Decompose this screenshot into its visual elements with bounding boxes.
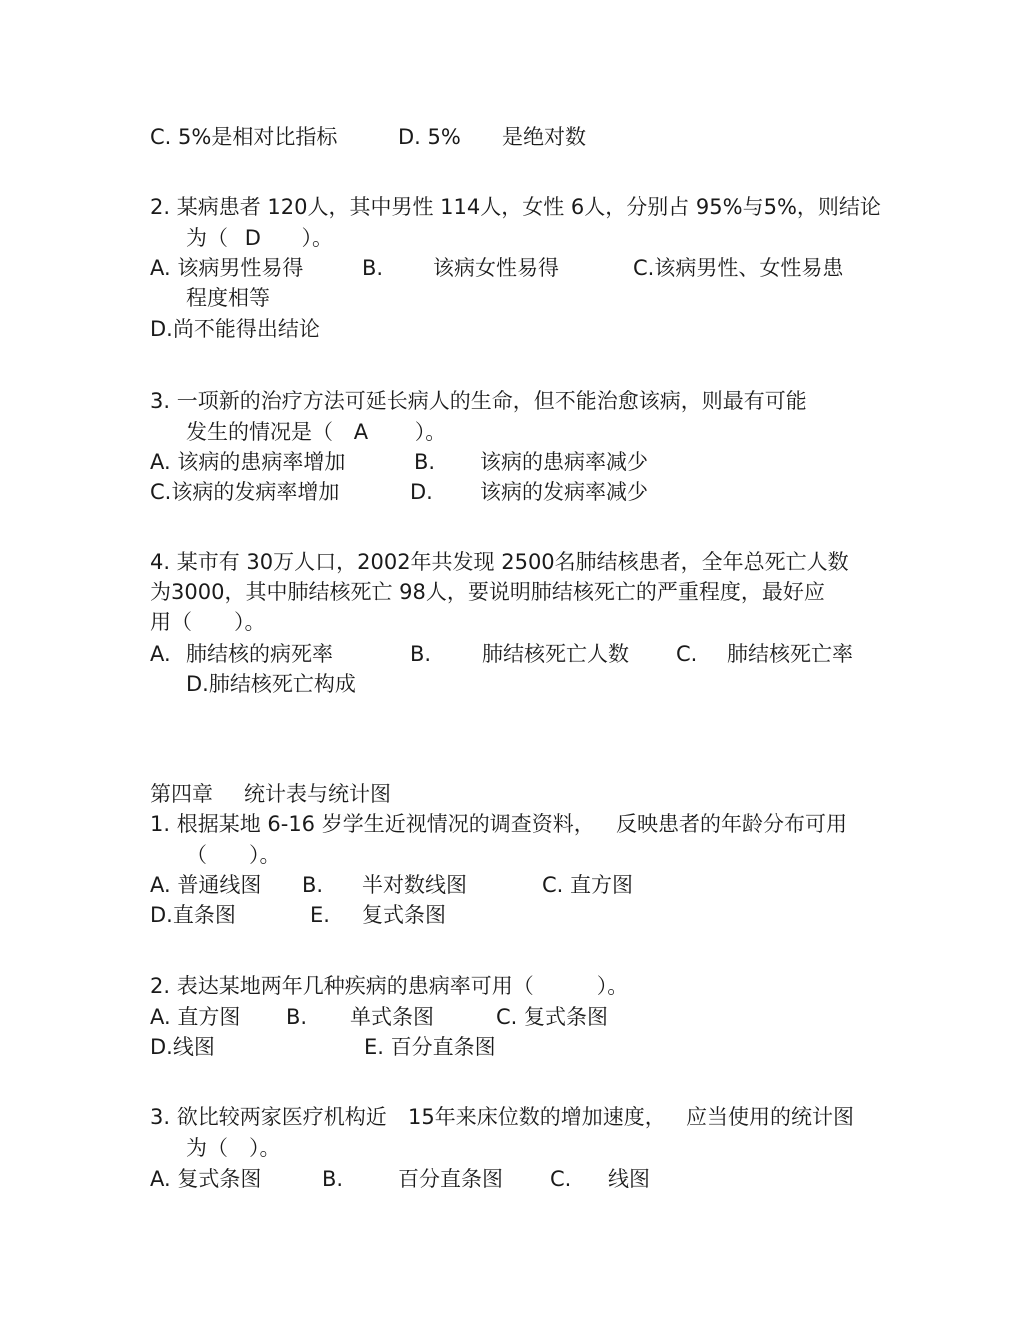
option-b-text: 半对数线图 [362,873,467,897]
option-a: A. 普通线图 [150,873,262,897]
ch4-question-3-stem: 3. 欲比较两家医疗机构近 [150,1105,387,1129]
option-b-label: B. [362,256,384,280]
option-b-text: 肺结核死亡人数 [482,642,629,666]
ch4-question-1-stem: 1. 根据某地 6-16 岁学生近视情况的调查资料， [150,812,595,836]
option-e-label: E. [310,903,330,927]
option-d: D.直条图 [150,903,236,927]
option-c-cont: 程度相等 [186,286,270,310]
stem-prefix: 为（ [186,226,228,250]
option-b-text: 单式条图 [350,1005,434,1029]
option-b-text: 该病女性易得 [433,256,559,280]
option-c: C. 直方图 [542,873,634,897]
option-c: C.该病男性、女性易患 [633,256,844,280]
chapter-number: 第四章 [150,782,213,806]
question-4-stem: 4. 某市有 30万人口，2002年共发现 2500名肺结核患者，全年总死亡人数 [150,550,849,574]
option-a: A. 该病的患病率增加 [150,450,346,474]
option-c-text: 肺结核死亡率 [727,642,853,666]
ch4-question-1-stem-cont: （ ）。 [186,843,281,867]
option-c-label: C. [676,642,698,666]
answer: A [353,420,369,444]
ch4-question-2-stem: 2. 表达某地两年几种疾病的患病率可用（ ）。 [150,974,629,998]
option-b-label: B. [414,450,436,474]
option-a-label: A. [150,642,171,666]
option-b-label: B. [410,642,432,666]
question-2-stem: 2. 某病患者 120人，其中男性 114人，女性 6人，分别占 95%与5%，则结论 [150,195,881,219]
ch4-question-3-stem-c: 应当使用的统计图 [686,1105,854,1129]
option-c: C. 5%是相对比指标 [150,125,338,149]
option-d-label: D. [410,480,433,504]
option-d: D.线图 [150,1035,215,1059]
option-c: C.该病的发病率增加 [150,480,340,504]
chapter-title: 统计表与统计图 [244,782,391,806]
option-b-label: B. [286,1005,308,1029]
option-e-text: 复式条图 [362,903,446,927]
option-b-label: B. [322,1167,344,1191]
option-d-label: D. 5% [398,125,461,149]
option-e: E. 百分直条图 [364,1035,496,1059]
answer: D [244,226,261,250]
option-d: D.尚不能得出结论 [150,317,320,341]
option-d: D.肺结核死亡构成 [186,672,356,696]
option-a: A. 该病男性易得 [150,256,304,280]
option-a: A. 复式条图 [150,1167,262,1191]
option-c: C. 复式条图 [496,1005,609,1029]
question-4-stem-end: 用（ ）。 [150,610,266,634]
stem-suffix: ）。 [301,226,334,250]
question-3-stem: 3. 一项新的治疗方法可延长病人的生命，但不能治愈该病，则最有可能 [150,389,807,413]
ch4-question-3-stem-b: 15年来床位数的增加速度， [408,1105,666,1129]
option-b-text: 该病的患病率减少 [480,450,648,474]
ch4-question-3-stem-cont: 为（ ）。 [186,1136,281,1160]
ch4-question-1-stem-b: 反映患者的年龄分布可用 [616,812,847,836]
stem-suffix: ）。 [414,420,447,444]
question-2-stem-cont [186,223,333,253]
question-4-stem-cont: 为3000，其中肺结核死亡 98人，要说明肺结核死亡的严重程度，最好应 [150,580,825,604]
option-d-text: 是绝对数 [502,125,586,149]
option-a: A. 直方图 [150,1005,241,1029]
option-b-text: 百分直条图 [398,1167,503,1191]
option-a-text: 肺结核的病死率 [186,642,333,666]
option-d-text: 该病的发病率减少 [480,480,648,504]
question-3-stem-cont [186,417,446,447]
option-b-label: B. [302,873,324,897]
stem-prefix: 发生的情况是（ [186,420,333,444]
option-c-text: 线图 [608,1167,650,1191]
option-c-label: C. [550,1167,572,1191]
